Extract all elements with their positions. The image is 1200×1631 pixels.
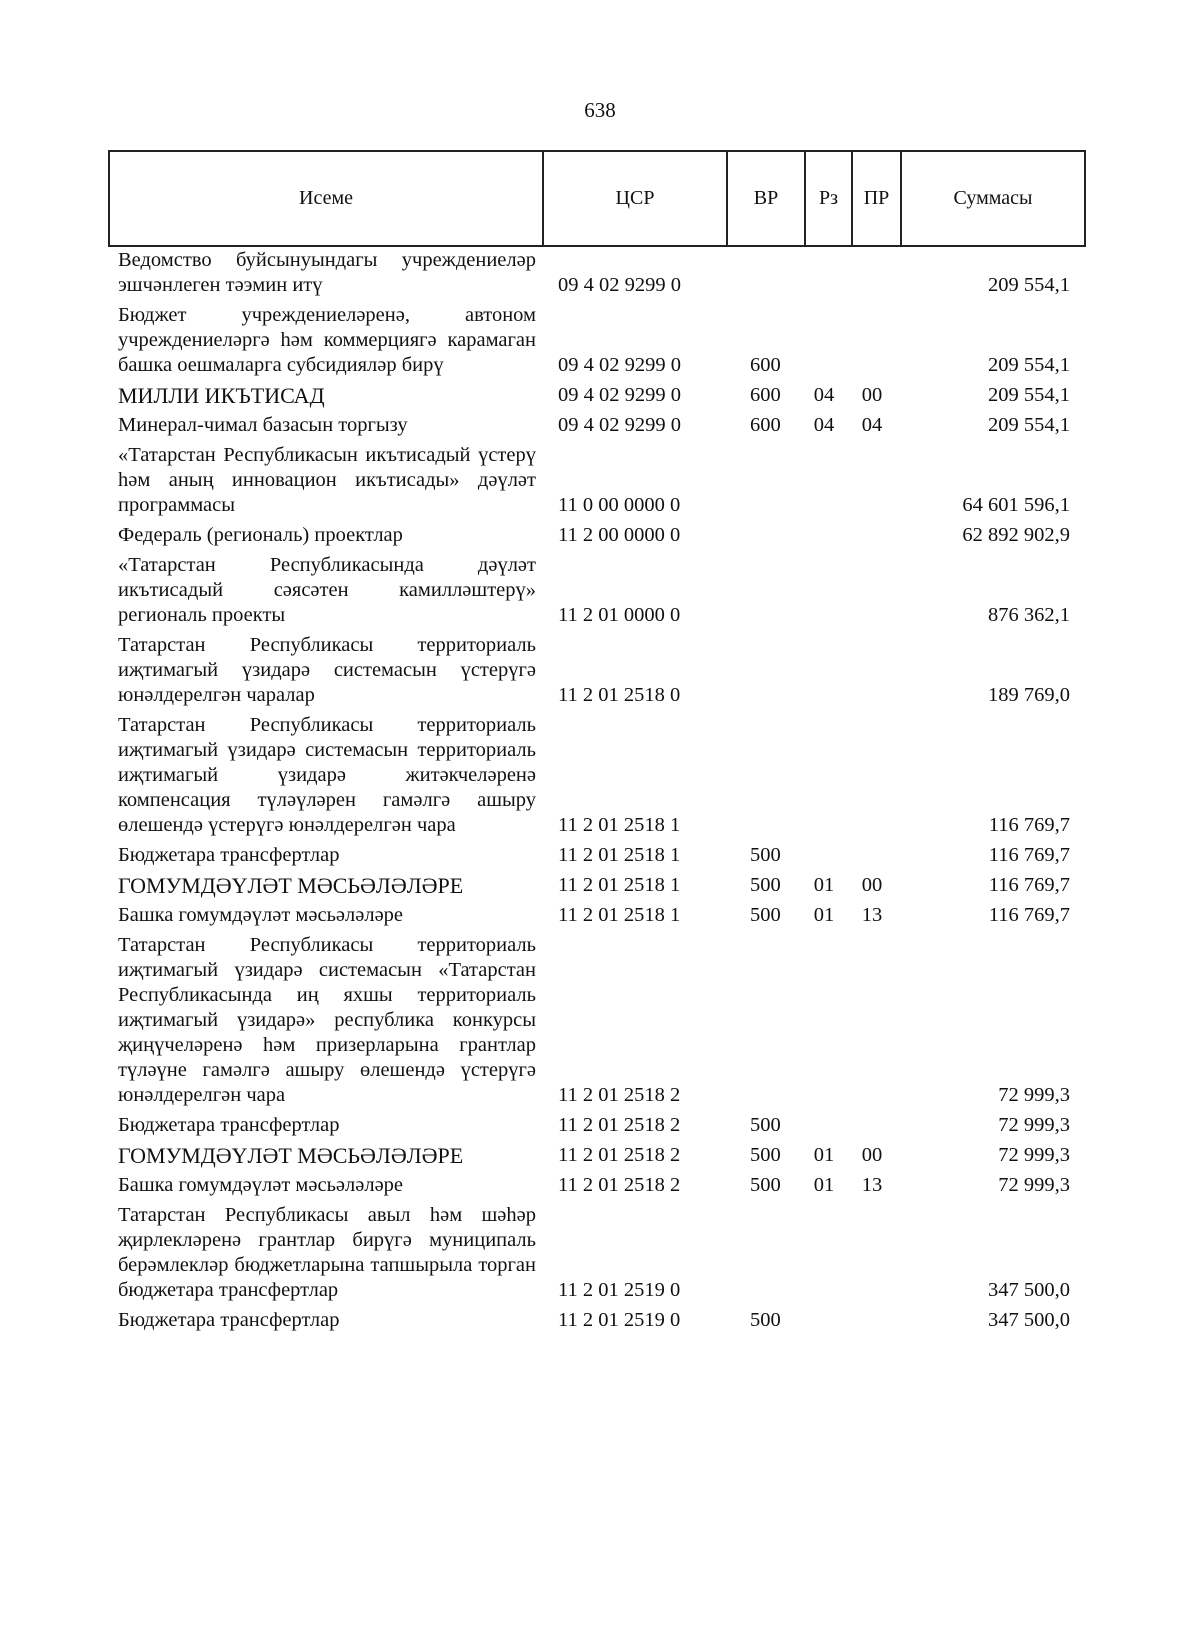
- cell-pr: 00: [861, 384, 883, 406]
- cell-sum: 64 601 596,1: [962, 494, 1070, 516]
- cell-csr: 11 2 01 2518 1: [558, 814, 681, 836]
- cell-csr: 11 2 01 2518 2: [558, 1144, 681, 1166]
- cell-name: Башка гомумдәүләт мәсьәләләре: [118, 1174, 404, 1196]
- cell-rz: 04: [813, 414, 835, 436]
- cell-rz: 01: [813, 1144, 835, 1166]
- cell-vr: 500: [750, 844, 781, 866]
- cell-sum: 116 769,7: [988, 874, 1070, 896]
- cell-rz: 01: [813, 874, 835, 896]
- cell-sum: 209 554,1: [988, 384, 1070, 406]
- header-rz: Рз: [805, 151, 852, 246]
- cell-vr: 500: [750, 904, 781, 926]
- header-name: Исеме: [109, 151, 543, 246]
- table-row: [108, 383, 1084, 408]
- cell-name: Ведомство буйсынуындагы учреждениеләр эшчәнлеген тәэмин итү: [118, 249, 536, 296]
- cell-csr: 11 2 01 2518 1: [558, 904, 681, 926]
- header-sum: Суммасы: [901, 151, 1085, 246]
- cell-vr: 600: [750, 384, 781, 406]
- cell-name: Минерал-чимал базасын торгызу: [118, 414, 408, 436]
- table-row: [108, 633, 1084, 708]
- cell-pr: 00: [861, 1144, 883, 1166]
- cell-vr: 600: [750, 414, 781, 436]
- cell-name: Бюджетара трансфертлар: [118, 1114, 340, 1136]
- cell-vr: 500: [750, 874, 781, 896]
- cell-name: Татарстан Республикасы территориаль иҗтимагый үзидарә системасын үстерүгә юнәлдерелгән чаралар: [118, 634, 536, 706]
- cell-name: «Татарстан Республикасын икътисадый үстерү һәм аның инновацион икътисады» дәүләт программасы: [118, 444, 536, 516]
- cell-vr: 600: [750, 354, 781, 376]
- cell-name: Татарстан Республикасы территориаль иҗтимагый үзидарә системасын территориаль иҗтимагый үзидарә житәкчеләренә компенсация түләүләрен гамәлгә ашыру өлешендә үстерүгә юнәлдерелгән чара: [118, 714, 536, 836]
- cell-rz: 01: [813, 1174, 835, 1196]
- table-row: [108, 873, 1084, 898]
- header-csr: ЦСР: [543, 151, 727, 246]
- cell-csr: 11 2 01 0000 0: [558, 604, 681, 626]
- cell-sum: 209 554,1: [988, 274, 1070, 296]
- cell-csr: 11 2 01 2518 1: [558, 874, 681, 896]
- cell-name: ГОМУМДӘҮЛӘТ МӘСЬӘЛӘЛӘРЕ: [118, 873, 464, 898]
- cell-name: Башка гомумдәүләт мәсьәләләре: [118, 904, 404, 926]
- cell-csr: 11 2 01 2518 2: [558, 1114, 681, 1136]
- header-vr: ВР: [727, 151, 805, 246]
- table-row: [108, 303, 1084, 378]
- cell-csr: 11 2 00 0000 0: [558, 524, 681, 546]
- cell-rz: 01: [813, 904, 835, 926]
- table-header: [108, 150, 1086, 247]
- table-row: [108, 713, 1084, 838]
- cell-sum: 72 999,3: [998, 1174, 1070, 1196]
- cell-csr: 11 2 01 2519 0: [558, 1309, 681, 1331]
- cell-sum: 209 554,1: [988, 354, 1070, 376]
- cell-pr: 04: [861, 414, 883, 436]
- cell-vr: 500: [750, 1144, 781, 1166]
- cell-name: ГОМУМДӘҮЛӘТ МӘСЬӘЛӘЛӘРЕ: [118, 1143, 464, 1168]
- cell-sum: 116 769,7: [988, 814, 1070, 836]
- cell-sum: 116 769,7: [988, 844, 1070, 866]
- cell-name: «Татарстан Республикасында дәүләт икътисадый сәясәтен камилләштерү» региональ проекты: [118, 554, 536, 626]
- cell-csr: 09 4 02 9299 0: [558, 414, 681, 436]
- cell-name: Татарстан Республикасы территориаль иҗтимагый үзидарә системасын «Татарстан Республикасында иң яхшы территориаль иҗтимагый үзидарә» республика конкурсы җиңүчеләренә һәм призерларына грантлар түләүне гамәлгә ашыру өлешендә үстерүгә юнәлдерелгән чара: [118, 934, 536, 1106]
- cell-sum: 876 362,1: [988, 604, 1070, 626]
- cell-name: Бюджетара трансфертлар: [118, 1309, 340, 1331]
- cell-name: Федераль (региональ) проектлар: [118, 524, 403, 546]
- cell-pr: 13: [861, 904, 883, 926]
- table-row: [108, 1173, 1084, 1198]
- header-pr: ПР: [852, 151, 901, 246]
- budget-rows: [108, 248, 1084, 1338]
- table-row: [108, 1113, 1084, 1138]
- table-row: [108, 1203, 1084, 1303]
- cell-sum: 72 999,3: [998, 1144, 1070, 1166]
- page-number: 638: [584, 98, 616, 122]
- cell-sum: 347 500,0: [988, 1309, 1070, 1331]
- cell-csr: 11 2 01 2519 0: [558, 1279, 681, 1301]
- table-row: [108, 248, 1084, 298]
- table-row: [108, 1308, 1084, 1333]
- table-row: [108, 843, 1084, 868]
- cell-sum: 116 769,7: [988, 904, 1070, 926]
- cell-csr: 11 2 01 2518 2: [558, 1174, 681, 1196]
- cell-name: Татарстан Республикасы авыл һәм шәһәр җирлекләренә грантлар бирүгә муниципаль берәмлекләр бюджетларына тапшырыла торган бюджетара трансфертлар: [118, 1204, 536, 1301]
- table-row: [108, 523, 1084, 548]
- cell-vr: 500: [750, 1114, 781, 1136]
- cell-csr: 11 2 01 2518 0: [558, 684, 681, 706]
- cell-sum: 189 769,0: [988, 684, 1070, 706]
- cell-csr: 11 0 00 0000 0: [558, 494, 681, 516]
- cell-name: Бюджет учреждениеләренә, автоном учреждениеләргә һәм коммерциягә карамаган башка оешмаларга субсидияләр бирү: [118, 304, 536, 376]
- cell-name: МИЛЛИ ИКЪТИСАД: [118, 383, 325, 408]
- cell-pr: 13: [861, 1174, 883, 1196]
- cell-rz: 04: [813, 384, 835, 406]
- cell-sum: 72 999,3: [998, 1084, 1070, 1106]
- table-row: [108, 933, 1084, 1108]
- cell-name: Бюджетара трансфертлар: [118, 844, 340, 866]
- cell-csr: 09 4 02 9299 0: [558, 384, 681, 406]
- cell-csr: 11 2 01 2518 2: [558, 1084, 681, 1106]
- cell-sum: 209 554,1: [988, 414, 1070, 436]
- cell-sum: 72 999,3: [998, 1114, 1070, 1136]
- cell-csr: 09 4 02 9299 0: [558, 354, 681, 376]
- table-row: [108, 443, 1084, 518]
- cell-csr: 09 4 02 9299 0: [558, 274, 681, 296]
- table-row: [108, 553, 1084, 628]
- cell-sum: 347 500,0: [988, 1279, 1070, 1301]
- table-row: [108, 413, 1084, 438]
- cell-csr: 11 2 01 2518 1: [558, 844, 681, 866]
- cell-sum: 62 892 902,9: [962, 524, 1070, 546]
- cell-vr: 500: [750, 1309, 781, 1331]
- cell-vr: 500: [750, 1174, 781, 1196]
- table-row: [108, 903, 1084, 928]
- cell-pr: 00: [861, 874, 883, 896]
- table-row: [108, 1143, 1084, 1168]
